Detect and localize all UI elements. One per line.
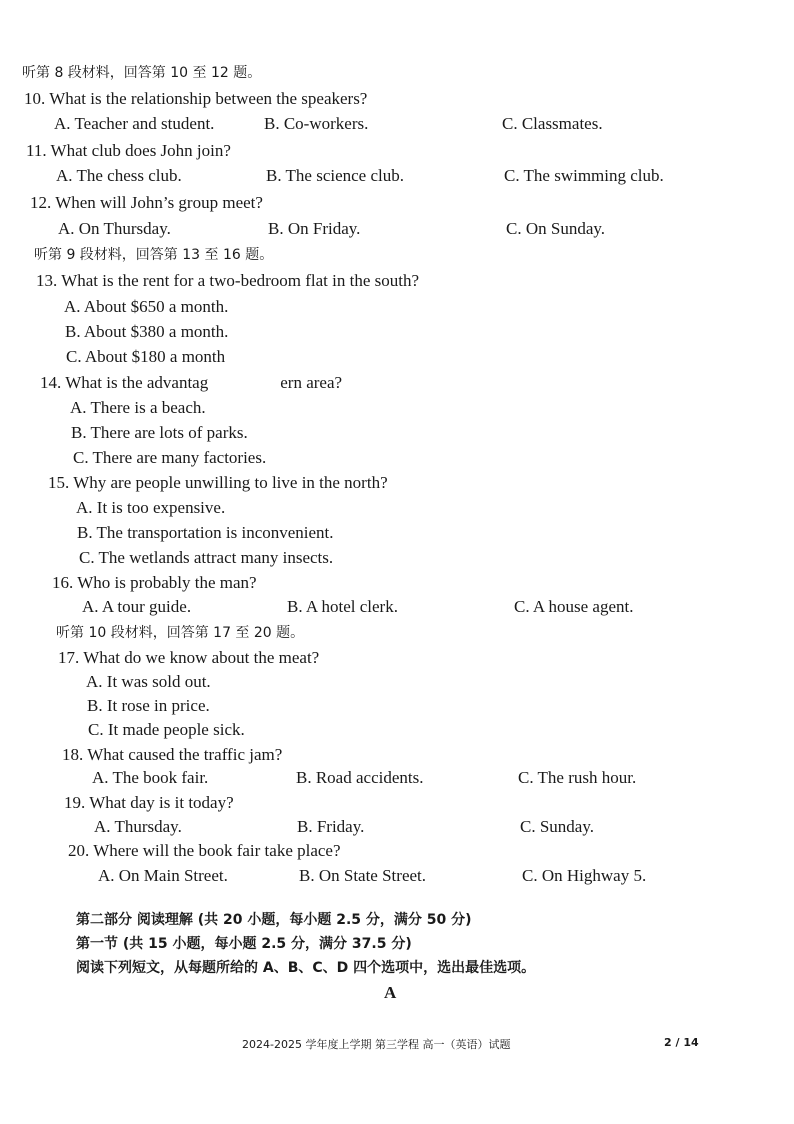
option-11b: B. The science club.: [266, 166, 405, 185]
option-19a: A. Thursday.: [94, 817, 182, 836]
section-header: 听第 9 段材料，回答第 13 至 16 题。: [34, 247, 274, 263]
option-20b: B. On State Street.: [299, 866, 427, 885]
option-15c: C. The wetlands attract many insects.: [79, 548, 334, 567]
option-10a: A. Teacher and student.: [54, 114, 215, 133]
option-17b: B. It rose in price.: [87, 696, 210, 715]
option-13c: C. About $180 a month: [66, 347, 226, 366]
question-14-start: 14. What is the advantag: [40, 373, 209, 392]
question-15: 15. Why are people unwilling to live in the north?: [48, 473, 388, 492]
option-11a: A. The chess club.: [56, 166, 182, 185]
option-18c: C. The rush hour.: [518, 768, 637, 787]
option-18a: A. The book fair.: [92, 768, 209, 787]
question-17: 17. What do we know about the meat?: [58, 648, 320, 667]
option-19b: B. Friday.: [297, 817, 365, 836]
option-14c: C. There are many factories.: [73, 448, 267, 467]
option-12c: C. On Sunday.: [506, 219, 606, 238]
question-14: [40, 373, 342, 393]
question-10: 10. What is the relationship between the speakers?: [24, 89, 368, 108]
option-18b: B. Road accidents.: [296, 768, 424, 787]
option-20c: C. On Highway 5.: [522, 866, 647, 885]
passage-label: A: [384, 983, 397, 1002]
option-17c: C. It made people sick.: [88, 720, 245, 739]
question-19: 19. What day is it today?: [64, 793, 234, 812]
option-14b: B. There are lots of parks.: [71, 423, 248, 442]
option-17a: A. It was sold out.: [86, 672, 211, 691]
option-12a: A. On Thursday.: [58, 219, 171, 238]
option-10c: C. Classmates.: [502, 114, 603, 133]
section-header: 听第 10 段材料，回答第 17 至 20 题。: [56, 625, 305, 641]
option-16a: A. A tour guide.: [82, 597, 192, 616]
option-16c: C. A house agent.: [514, 597, 634, 616]
option-15b: B. The transportation is inconvenient.: [77, 523, 334, 542]
part-title: 第二部分 阅读理解 (共 20 小题，每小题 2.5 分，满分 50 分): [76, 912, 472, 928]
option-14a: A. There is a beach.: [70, 398, 206, 417]
question-12: 12. When will John’s group meet?: [30, 193, 263, 212]
question-20: 20. Where will the book fair take place?: [68, 841, 341, 860]
option-16b: B. A hotel clerk.: [287, 597, 398, 616]
option-13b: B. About $380 a month.: [65, 322, 229, 341]
instruction: 阅读下列短文，从每题所给的 A、B、C、D 四个选项中，选出最佳选项。: [76, 960, 536, 976]
section-header: 听第 8 段材料，回答第 10 至 12 题。: [22, 65, 262, 81]
question-16: 16. Who is probably the man?: [52, 573, 257, 592]
section-title: 第一节 (共 15 小题，每小题 2.5 分，满分 37.5 分): [76, 936, 412, 952]
question-14-end: ern area?: [280, 373, 343, 392]
option-11c: C. The swimming club.: [504, 166, 664, 185]
option-15a: A. It is too expensive.: [76, 498, 226, 517]
option-10b: B. Co-workers.: [264, 114, 369, 133]
footer-title: 2024-2025 学年度上学期 第三学程 高一（英语）试题: [242, 1038, 511, 1051]
question-11: 11. What club does John join?: [26, 141, 231, 160]
option-13a: A. About $650 a month.: [64, 297, 229, 316]
option-19c: C. Sunday.: [520, 817, 594, 836]
option-20a: A. On Main Street.: [98, 866, 228, 885]
question-13: 13. What is the rent for a two-bedroom flat in the south?: [36, 271, 420, 290]
option-12b: B. On Friday.: [268, 219, 361, 238]
page-number: 2 / 14: [664, 1036, 699, 1049]
question-18: 18. What caused the traffic jam?: [62, 745, 283, 764]
